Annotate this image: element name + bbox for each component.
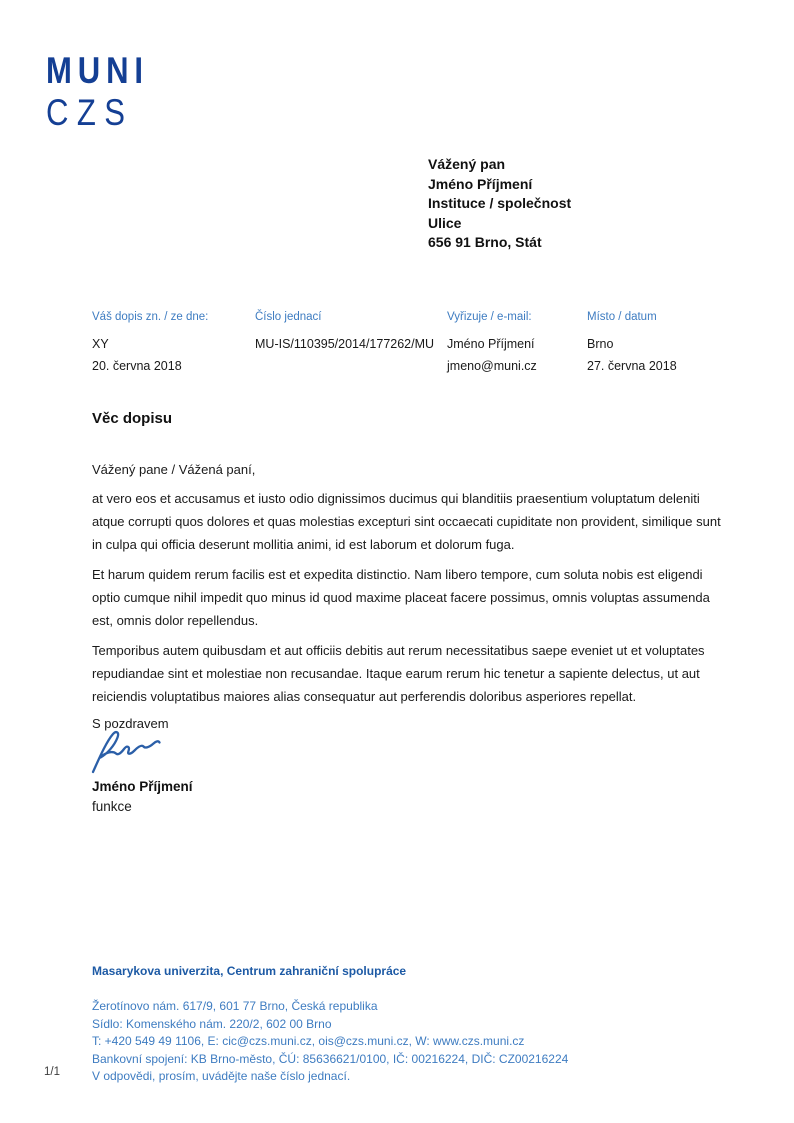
footer-line-note: V odpovědi, prosím, uvádějte naše číslo jednací. xyxy=(92,1069,351,1083)
body-paragraph: Et harum quidem rerum facilis est et expedita distinctio. Nam libero tempore, cum soluta nobis est eligendi optio cumque nihil impedit quo minus id quod maxime placeat facere possimus, omnis voluptas assumenda est, omnis dolor repellendus. xyxy=(92,567,710,628)
logo-muni-text: MUNI xyxy=(46,50,149,91)
letter-subject: Věc dopisu xyxy=(92,410,173,427)
recipient-line: 656 91 Brno, Stát xyxy=(428,234,542,250)
recipient-line: Jméno Příjmení xyxy=(428,175,533,192)
meta-column-ref-number xyxy=(255,310,434,355)
meta-value: Brno xyxy=(587,337,614,351)
meta-value: Jméno Příjmení xyxy=(447,337,535,351)
handwritten-signature-image xyxy=(86,727,178,782)
signer-role: funkce xyxy=(92,799,132,814)
signer-name: Jméno Příjmení xyxy=(92,779,193,794)
meta-value: MU-IS/110395/2014/177262/MU xyxy=(255,337,435,351)
meta-value: XY xyxy=(92,337,109,351)
meta-value-email: jmeno@muni.cz xyxy=(447,359,537,373)
recipient-line: Vážený pan xyxy=(428,156,506,172)
body-paragraph: at vero eos et accusamus et iusto odio dignissimos ducimus qui blanditiis praesentium voluptatum deleniti atque corrupti quos dolores et quas molestias excepturi sint occaecati cupiditate non provident, similique sunt in culpa qui officia deserunt mollitia animi, id est laborum et dolorum fuga. xyxy=(92,491,721,552)
footer-contact-block xyxy=(92,998,568,1086)
letter-salutation: Vážený pane / Vážená paní, xyxy=(92,462,256,477)
body-paragraph: Temporibus autem quibusdam et aut officiis debitis aut rerum necessitatibus saepe eveniet ut et voluptates repudiandae sint et molestiae non recusandae. Itaque earum rerum hic tenetur a sapiente delectus, ut aut reiciendis voluptatibus maiores alias consequatur aut perferendis doloribus asperiores repellat. xyxy=(92,643,705,704)
footer-line-seat: Sídlo: Komenského nám. 220/2, 602 00 Brno xyxy=(92,1016,332,1031)
recipient-line: Ulice xyxy=(428,214,462,231)
recipient-address-block xyxy=(428,155,571,253)
meta-column-your-ref xyxy=(92,310,208,377)
meta-value: 20. června 2018 xyxy=(92,359,182,373)
logo-czs-text: CZS xyxy=(46,92,134,133)
meta-label: Číslo jednací xyxy=(255,311,322,323)
footer-line-address: Žerotínovo nám. 617/9, 601 77 Brno, Česká republika xyxy=(92,999,378,1013)
meta-label: Váš dopis zn. / ze dne: xyxy=(92,311,209,323)
footer-line-bank: Bankovní spojení: KB Brno-město, ČÚ: 85636621/0100, IČ: 00216224, DIČ: CZ00216224 xyxy=(92,1051,569,1066)
recipient-line: Instituce / společnost xyxy=(428,195,572,211)
meta-label: Vyřizuje / e-mail: xyxy=(447,311,532,323)
letter-body xyxy=(92,487,728,715)
letter-closing: S pozdravem xyxy=(92,716,169,731)
meta-value: 27. června 2018 xyxy=(587,359,677,373)
footer-organization: Masarykova univerzita, Centrum zahraniční spolupráce xyxy=(92,964,407,978)
footer-line-contacts: T: +420 549 49 1106, E: cic@czs.muni.cz, ois@czs.muni.cz, W: www.czs.muni.cz xyxy=(92,1034,525,1048)
meta-column-handled-by xyxy=(447,310,537,377)
meta-column-place-date xyxy=(587,310,677,377)
page-number: 1/1 xyxy=(44,1066,60,1078)
meta-label: Místo / datum xyxy=(587,311,657,323)
